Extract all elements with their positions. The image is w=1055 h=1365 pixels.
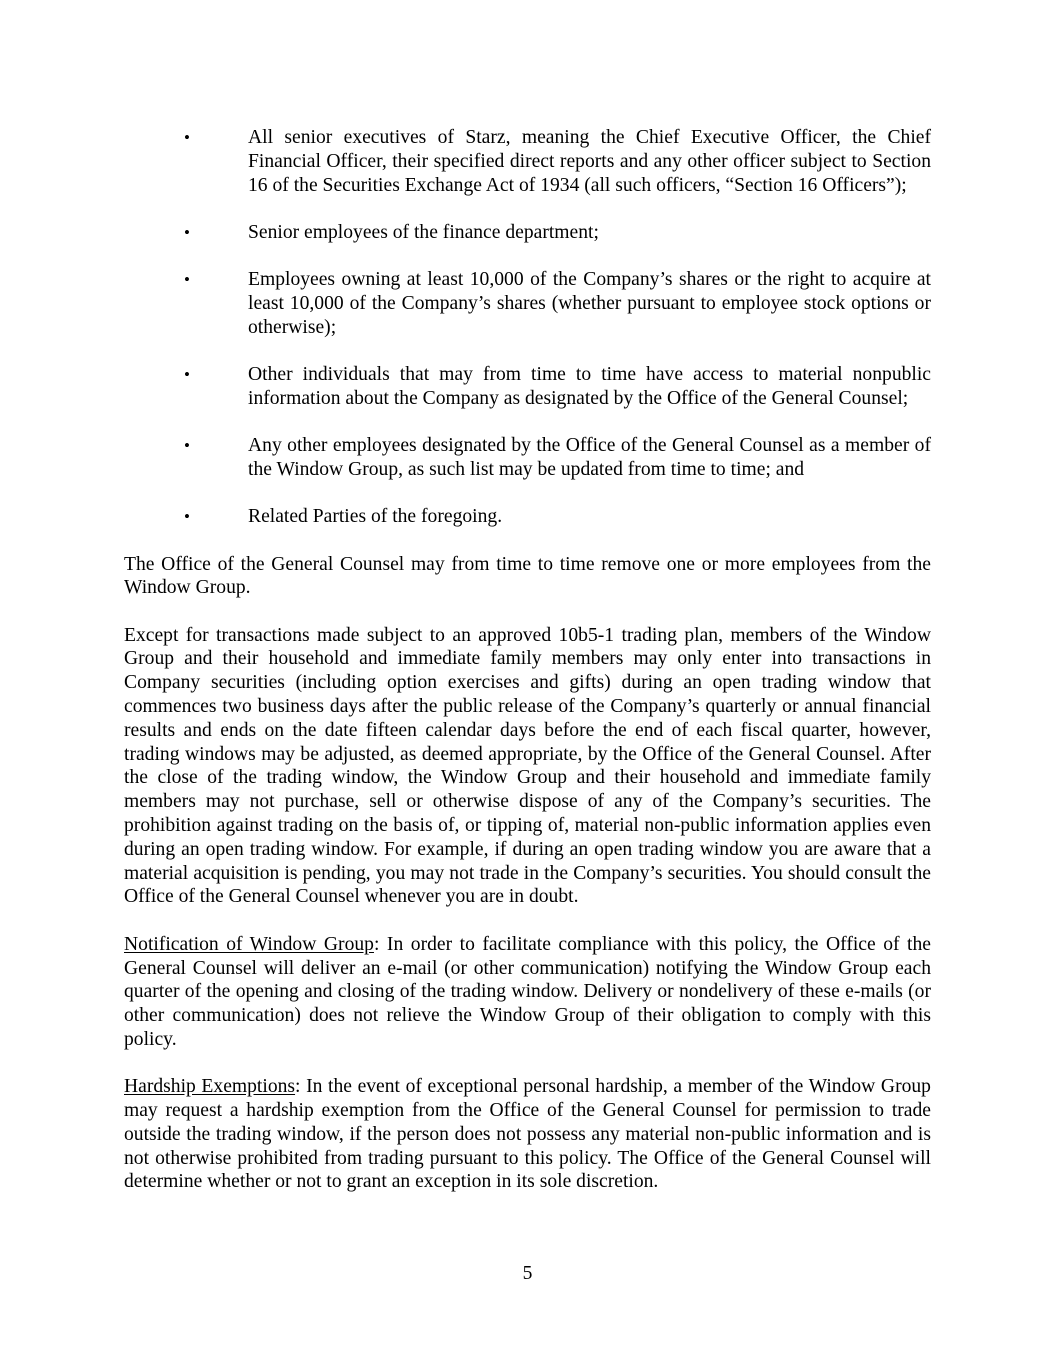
list-item (124, 363, 931, 411)
document-page (124, 126, 931, 1218)
notification-paragraph (124, 933, 931, 1052)
list-item-text: Other individuals that may from time to time have access to material nonpublic information about the Company as designated by the Office of the General Counsel; (248, 364, 931, 409)
list-item (124, 434, 931, 482)
bullet-dot-icon: • (184, 128, 190, 147)
page-number: 5 (522, 1263, 533, 1284)
bullet-dot-icon: • (184, 507, 190, 527)
hardship-heading: Hardship Exemptions (124, 1076, 296, 1098)
list-item-text: Senior employees of the finance department; (248, 221, 599, 243)
bullet-dot-icon: • (184, 365, 190, 385)
notification-heading: Notification of Window Group (124, 933, 374, 955)
list-item-text: Related Parties of the foregoing. (248, 506, 503, 528)
list-item (124, 505, 931, 529)
hardship-paragraph (124, 1075, 931, 1194)
list-item-text: Employees owning at least 10,000 of the Company’s shares or the right to acquire at least 10,000 of the Company’s shares (whether pursuant to employee stock options or otherwise); (248, 269, 931, 338)
bullet-dot-icon: • (184, 270, 190, 290)
list-item (124, 221, 931, 245)
bullet-dot-icon: • (184, 436, 190, 456)
notification-body: : In order to facilitate compliance with this policy, the Office of the General Counsel will deliver an e-mail (or other communication) notifying the Window Group each quarter of the opening and closing of the trading window. Delivery or nondelivery of these e-mails (or other communication) does not relieve the Window Group of their obligation to comply with this policy. (124, 933, 931, 1050)
bullet-dot-icon: • (184, 222, 190, 242)
removal-paragraph: The Office of the General Counsel may from time to time remove one or more employees from the Window Group. (124, 553, 931, 599)
trading-window-paragraph: Except for transactions made subject to an approved 10b5-1 trading plan, members of the Window Group and their household and immediate family members may only enter into transactions in Company securities (including option exercises and gifts) during an open trading window that commences two business days after the public release of the Company’s quarterly or annual financial results and ends on the date fifteen calendar days before the end of each fiscal quarter, however, trading windows may be adjusted, as deemed appropriate, by the Office of the General Counsel. After the close of the trading window, the Window Group and their household and immediate family members may not purchase, sell or otherwise dispose of any of the Company’s securities. The prohibition against trading on the basis of, or tipping of, material non-public information applies even during an open trading window. For example, if during an open trading window you are aware that a material acquisition is pending, you may not trade in the Company’s securities. You should consult the Office of the General Counsel whenever you are in doubt. (124, 624, 931, 908)
list-item (124, 126, 931, 197)
list-item (124, 268, 931, 339)
hardship-body: : In the event of exceptional personal hardship, a member of the Window Group may request a hardship exemption from the Office of the General Counsel for permission to trade outside the trading window, if the person does not possess any material non-public information and is not otherwise prohibited from trading pursuant to this policy. The Office of the General Counsel will determine whether or not to grant an exception in its sole discretion. (124, 1076, 931, 1193)
list-item-text: All senior executives of Starz, meaning the Chief Executive Officer, the Chief Financial Officer, their specified direct reports and any other officer subject to Section 16 of the Securities Exchange Act of 1934 (all such officers, “Section 16 Officers”); (248, 127, 931, 196)
list-item-text: Any other employees designated by the Office of the General Counsel as a member of the Window Group, as such list may be updated from time to time; and (248, 435, 931, 480)
